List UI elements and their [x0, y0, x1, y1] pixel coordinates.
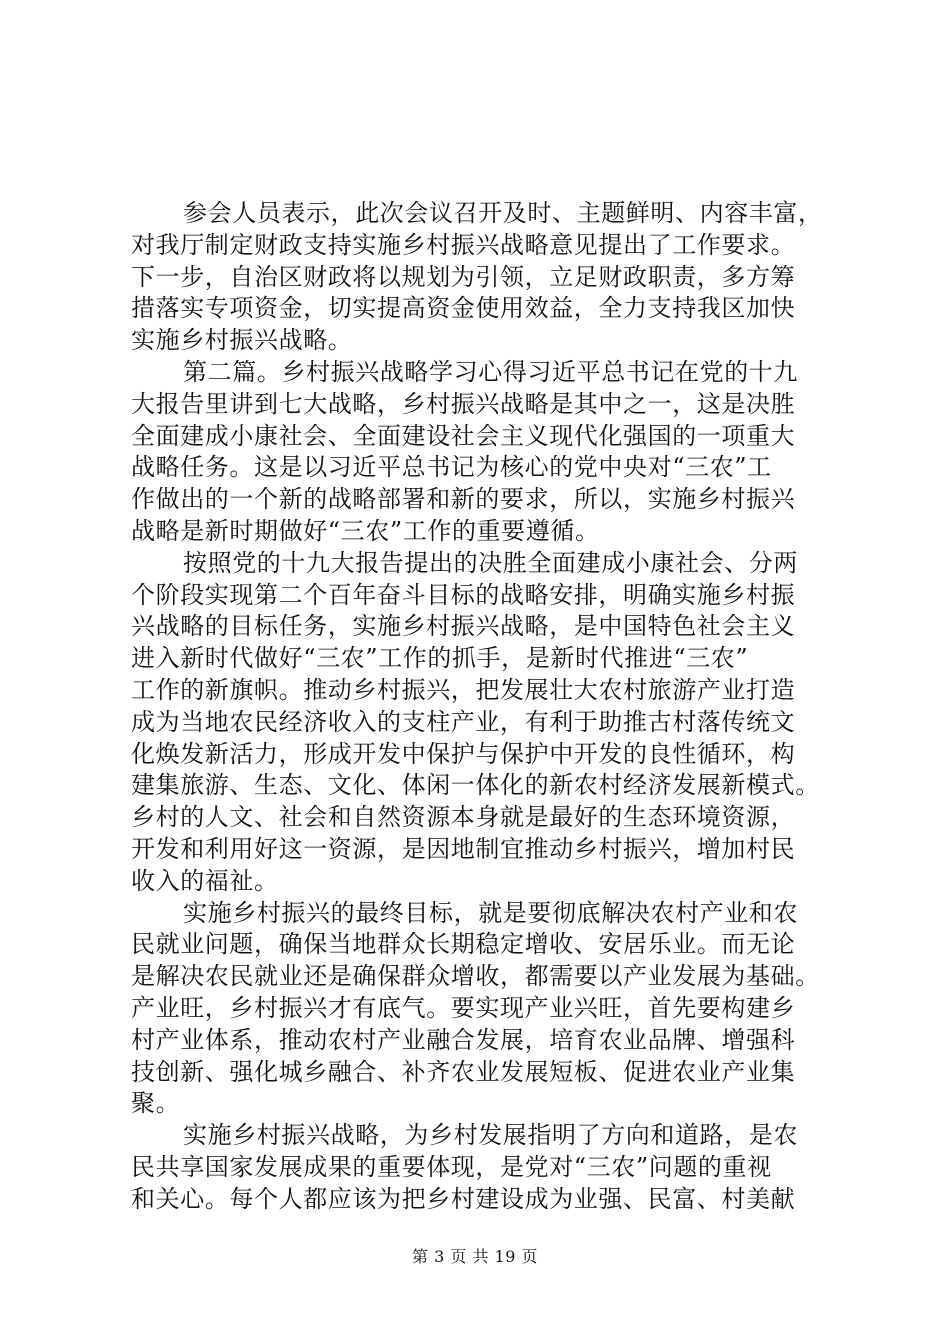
text-line: 作做出的一个新的战略部署和新的要求，所以，实施乡村振兴 — [131, 485, 796, 514]
text-line: 参会人员表示，此次会议召开及时、主题鲜明、内容丰富， — [183, 199, 823, 227]
document-body — [131, 198, 827, 1216]
text-line: 个阶段实现第二个百年奋斗目标的战略安排，明确实施乡村振 — [131, 580, 796, 609]
text-line: 大报告里讲到七大战略，乡村振兴战略是其中之一，这是决胜 — [131, 389, 796, 418]
text-line: 按照党的十九大报告提出的决胜全面建成小康社会、分两 — [183, 548, 798, 577]
text-line: 是解决农民就业还是确保群众增收，都需要以产业发展为基础。 — [131, 962, 820, 991]
page-footer: 第 3 页 共 19 页 — [412, 1247, 538, 1266]
text-line: 和关心。每个人都应该为把乡村建设成为业强、民富、村美献 — [131, 1184, 796, 1213]
text-line: 战略是新时期做好“三农”工作的重要遵循。 — [131, 516, 600, 545]
text-line: 战略任务。这是以习近平总书记为核心的党中央对“三农”工 — [131, 453, 772, 482]
text-line: 技创新、强化城乡融合、补齐农业发展短板、促进农业产业集 — [131, 1057, 796, 1086]
text-line: 兴战略的目标任务，实施乡村振兴战略，是中国特色社会主义 — [131, 612, 796, 641]
text-line: 进入新时代做好“三农”工作的抓手，是新时代推进“三农” — [131, 644, 749, 673]
text-line: 产业旺，乡村振兴才有底气。要实现产业兴旺，首先要构建乡 — [131, 993, 796, 1022]
text-line: 实施乡村振兴战略。 — [131, 326, 353, 355]
text-line: 建集旅游、生态、文化、体闲一体化的新农村经济发展新模式。 — [131, 771, 820, 800]
text-line: 工作的新旗帜。推动乡村振兴，把发展壮大农村旅游产业打造 — [131, 675, 796, 704]
text-line: 下一步，自治区财政将以规划为引领，立足财政职责，多方筹 — [131, 262, 796, 291]
text-line: 民共享国家发展成果的重要体现，是党对“三农”问题的重视 — [131, 1152, 772, 1181]
text-line: 措落实专项资金，切实提高资金使用效益，全力支持我区加快 — [131, 294, 796, 323]
text-line: 聚。 — [131, 1089, 181, 1118]
text-line: 全面建成小康社会、全面建设社会主义现代化强国的一项重大 — [131, 421, 796, 450]
text-line: 实施乡村振兴战略，为乡村发展指明了方向和道路，是农 — [183, 1121, 798, 1150]
text-line: 开发和利用好这一资源，是因地制宜推动乡村振兴，增加村民 — [131, 834, 796, 863]
text-line: 民就业问题，确保当地群众长期稳定增收、安居乐业。而无论 — [131, 930, 796, 959]
text-line: 村产业体系，推动农村产业融合发展，培育农业品牌、增强科 — [131, 1025, 796, 1054]
text-line: 化焕发新活力，形成开发中保护与保护中开发的良性循环，构 — [131, 739, 796, 768]
text-line: 对我厅制定财政支持实施乡村振兴战略意见提出了工作要求。 — [131, 230, 796, 259]
text-line: 成为当地农民经济收入的支柱产业，有利于助推古村落传统文 — [131, 707, 796, 736]
text-line: 第二篇。乡村振兴战略学习心得习近平总书记在党的十九 — [183, 357, 798, 386]
text-line: 收入的福祉。 — [131, 866, 279, 895]
text-line: 实施乡村振兴的最终目标，就是要彻底解决农村产业和农 — [183, 898, 798, 927]
text-line: 乡村的人文、社会和自然资源本身就是最好的生态环境资源， — [131, 803, 796, 832]
